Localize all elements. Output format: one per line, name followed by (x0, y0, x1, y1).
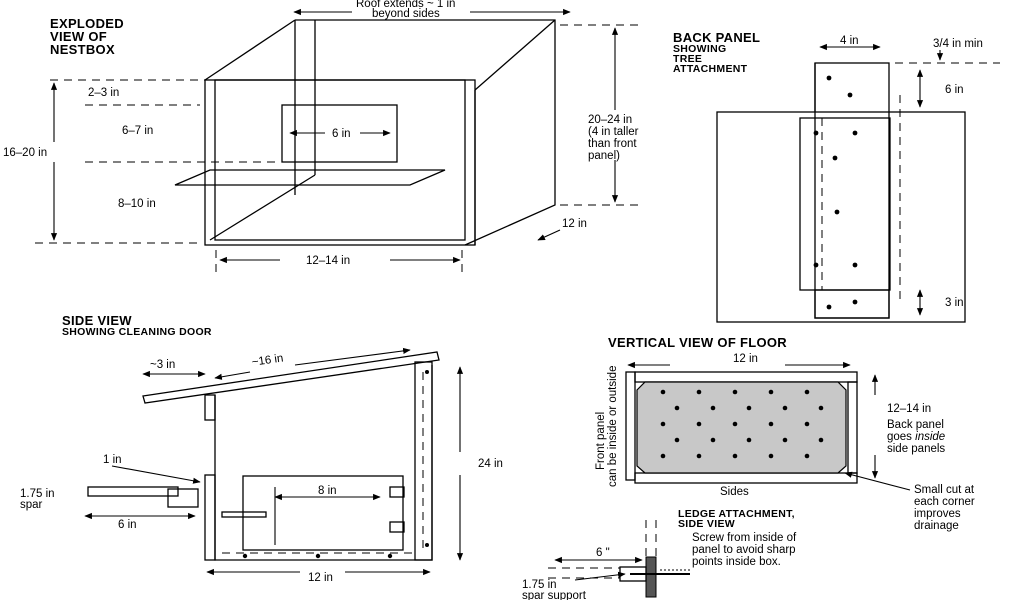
cut-note-2: each corner (914, 496, 975, 508)
side-roof (143, 352, 439, 403)
arrow-corner-cut (845, 473, 910, 490)
drain-hole (675, 438, 680, 443)
drain-hole (733, 390, 738, 395)
arrow-spar-support (575, 574, 625, 580)
back-panel-title: BACK PANEL (673, 30, 761, 45)
arrow-16-right (295, 350, 410, 365)
back-note-inside: inside (915, 431, 946, 443)
strip-front (800, 118, 890, 290)
side-top-board (635, 372, 857, 382)
height-label-1: 20–24 in (588, 114, 633, 126)
height-label-4: panel) (588, 150, 620, 162)
drain-hole (697, 390, 702, 395)
side-body (215, 365, 432, 560)
ledge-title-1: LEDGE ATTACHMENT, (678, 508, 795, 520)
floor-12-in: 12 in (733, 353, 758, 365)
label-6-in-top: 6 in (945, 84, 964, 96)
drain-hole (783, 438, 788, 443)
label-12-in-side: 12 in (308, 572, 333, 584)
front-bottom-strip (205, 475, 215, 560)
cut-note-3: improves (914, 508, 961, 520)
screw-note-1: Screw from inside of (692, 532, 797, 544)
strip-bottom (815, 290, 889, 318)
door-latch (222, 512, 266, 517)
ledge-spar-1: 1.75 in (522, 579, 557, 591)
spar-block (168, 489, 198, 507)
label-16-20-in: 16–20 in (3, 147, 48, 159)
label-8-10-in: 8–10 in (118, 198, 156, 210)
label-3-in-roof: ~3 in (150, 359, 176, 371)
arrow-depth (538, 230, 560, 240)
drain-hole (769, 454, 774, 459)
spar-label-2: spar (20, 499, 43, 511)
drain-hole (819, 438, 824, 443)
ledge-title-2: SIDE VIEW (678, 518, 735, 530)
label-8-in: 8 in (318, 485, 337, 497)
screws (814, 76, 858, 310)
front-panel-inner (215, 80, 465, 240)
label-12-14-in: 12–14 in (306, 255, 351, 267)
label-6-in-spar: 6 in (118, 519, 137, 531)
cut-note-4: drainage (914, 520, 959, 532)
exploded-title-3: NESTBOX (50, 42, 115, 57)
roof-right-edge (475, 20, 555, 90)
front-note-1: Front panel (595, 411, 607, 470)
tree-strip (815, 63, 889, 318)
drain-hole (661, 422, 666, 427)
arrow-1-in (112, 466, 200, 482)
arrow-16-left (215, 372, 250, 378)
back-panel-sub-1: SHOWING (673, 43, 727, 55)
drain-hole (805, 454, 810, 459)
side-view (20, 313, 503, 584)
screw-note-2: panel to avoid sharp (692, 544, 796, 556)
ledge-spar-2: spar support (522, 590, 586, 600)
drain-hole (675, 406, 680, 411)
label-6-7-in: 6–7 in (122, 125, 154, 137)
label-3-4-min: 3/4 in min (933, 38, 983, 50)
spar-label-1: 1.75 in (20, 488, 55, 500)
back-note-3: side panels (887, 443, 946, 455)
back-note-1: Back panel (887, 419, 944, 431)
back-note-goes: goes (887, 431, 916, 443)
height-label-2: (4 in taller (588, 126, 639, 138)
label-16-in-roof: ~16 in (251, 352, 285, 369)
front-panel-board (626, 372, 635, 480)
back-panel-sub-3: ATTACHMENT (673, 63, 748, 75)
drain-hole (697, 454, 702, 459)
drain-hole (783, 406, 788, 411)
front-note-2: can be inside or outside (607, 365, 619, 487)
side-view-subtitle: SHOWING CLEANING DOOR (62, 326, 212, 338)
back-panel-board (848, 382, 857, 473)
hinge-bottom (390, 522, 404, 532)
drain-hole (747, 438, 752, 443)
hinge-top (390, 487, 404, 497)
drain-hole (819, 406, 824, 411)
roof-note-1: Roof extends ~ 1 in (356, 0, 456, 10)
drain-hole (805, 422, 810, 427)
label-12-in-depth: 12 in (562, 218, 587, 230)
back-panel-view (673, 30, 1000, 322)
cut-note-1: Small cut at (914, 484, 975, 496)
label-4-in: 4 in (840, 35, 859, 47)
exploded-view (3, 0, 640, 275)
ledge-6-label: 6 " (596, 547, 610, 559)
label-24-in: 24 in (478, 458, 503, 470)
drain-hole (733, 422, 738, 427)
exploded-title-1: EXPLODED (50, 16, 124, 31)
side-view-title: SIDE VIEW (62, 313, 132, 328)
floor-panel (637, 382, 846, 473)
drain-hole (747, 406, 752, 411)
drain-hole (805, 390, 810, 395)
hole-width-label: 6 in (332, 128, 351, 140)
back-note-2 (887, 431, 945, 443)
drain-hole (733, 454, 738, 459)
drain-hole (769, 422, 774, 427)
height-label-3: than front (588, 138, 637, 150)
drain-hole (697, 422, 702, 427)
roof-left-edge (205, 20, 295, 80)
label-3-in: 3 in (945, 297, 964, 309)
roof-note-2: beyond sides (372, 8, 440, 20)
spar (88, 487, 178, 496)
drain-hole (711, 406, 716, 411)
drain-hole (769, 390, 774, 395)
screw-note-3: points inside box. (692, 556, 781, 568)
label-1-in: 1 in (103, 454, 122, 466)
side-bottom-board (635, 473, 857, 483)
floor-view (595, 335, 975, 532)
front-lip (205, 395, 215, 420)
sides-label: Sides (720, 486, 749, 498)
label-2-3-in: 2–3 in (88, 87, 120, 99)
ledge-panel (646, 557, 656, 597)
floor-12-14-in: 12–14 in (887, 403, 932, 415)
exploded-title-2: VIEW OF (50, 29, 107, 44)
drain-hole (661, 454, 666, 459)
drain-hole (661, 390, 666, 395)
drain-hole (711, 438, 716, 443)
back-panel-sub-2: TREE (673, 53, 703, 65)
ledge-view (522, 508, 797, 600)
floor-title: VERTICAL VIEW OF FLOOR (608, 335, 787, 350)
